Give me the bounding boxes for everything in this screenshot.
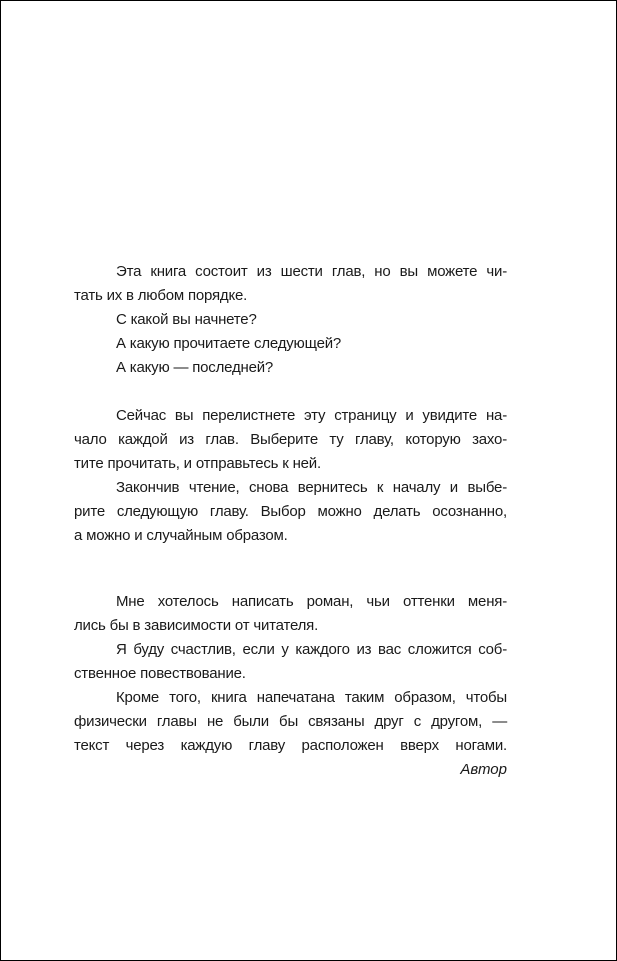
text-line: Закончив чтение, снова вернитесь к началу и выбе- bbox=[116, 479, 507, 496]
text-line: С какой вы начнете? bbox=[116, 311, 257, 328]
text-line: тите прочитать, и отправьтесь к ней. bbox=[74, 455, 321, 472]
text-line: Мне хотелось написать роман, чьи оттенки меня- bbox=[116, 593, 507, 610]
author-signature: Автор bbox=[460, 761, 507, 778]
text-line: Эта книга состоит из шести глав, но вы можете чи- bbox=[116, 263, 507, 280]
text-line: Сейчас вы перелистнете эту страницу и увидите на- bbox=[116, 407, 507, 424]
text-line: чало каждой из глав. Выберите ту главу, которую захо- bbox=[74, 431, 507, 448]
text-line: А какую прочитаете следующей? bbox=[116, 335, 342, 352]
text-line: тать их в любом порядке. bbox=[74, 287, 248, 304]
text-line: текст через каждую главу расположен вверх ногами. bbox=[74, 737, 507, 754]
text-line: Кроме того, книга напечатана таким образом, чтобы bbox=[116, 689, 507, 706]
text-line: рите следующую главу. Выбор можно делать осознанно, bbox=[74, 503, 507, 520]
text-line: физически главы не были бы связаны друг с другом, — bbox=[74, 713, 507, 730]
text-line: а можно и случайным образом. bbox=[74, 527, 288, 544]
text-line: Я буду счастлив, если у каждого из вас сложится соб- bbox=[116, 641, 507, 658]
text-line: А какую — последней? bbox=[116, 359, 274, 376]
text-line: ственное повествование. bbox=[74, 665, 246, 682]
text-line: лись бы в зависимости от читателя. bbox=[74, 617, 319, 634]
